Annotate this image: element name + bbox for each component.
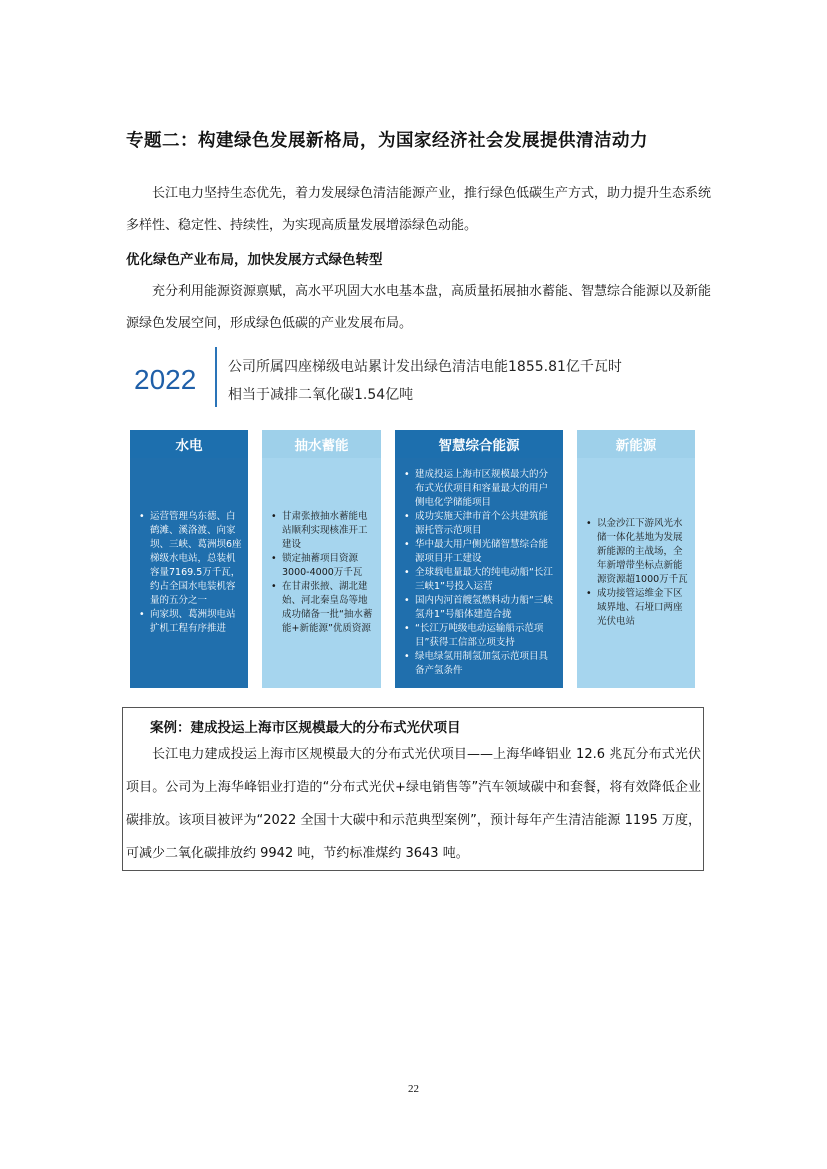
card-list [270, 510, 375, 636]
card-title: 抽水蓄能 [294, 438, 349, 454]
layout-paragraph [126, 276, 711, 340]
card-list [403, 468, 557, 678]
card-list [585, 517, 689, 629]
list-item: • 国内内河首艘氢燃料动力船“三峡氢舟1”号船体建造合拢 [415, 594, 557, 622]
card-title: 新能源 [615, 438, 657, 454]
list-item: • 华中最大用户侧光储智慧综合能源项目开工建设 [415, 538, 557, 566]
list-item: • 建成投运上海市区规模最大的分布式光伏项目和容量最大的用户侧电化学储能项目 [415, 468, 557, 510]
card-list [138, 510, 242, 636]
card-hydropower [130, 430, 248, 688]
card-smart-energy [395, 430, 563, 688]
card-body [130, 458, 248, 688]
card-pumped-storage [262, 430, 381, 688]
list-item: • 成功实施天津市首个公共建筑能源托管示范项目 [415, 510, 557, 538]
stat-divider [215, 347, 217, 407]
intro-paragraph [126, 178, 711, 242]
layout-text: 充分利用能源资源禀赋，高水平巩固大水电基本盘，高质量拓展抽水蓄能、智慧综合能源以及新能源绿色发展空间，形成绿色低碳的产业发展布局。 [126, 284, 712, 331]
card-title: 水电 [175, 438, 203, 454]
section-title: 专题二：构建绿色发展新格局，为国家经济社会发展提供清洁动力 [126, 131, 648, 151]
list-item: • 成功接管运维金下区域界地、石垭口两座光伏电站 [597, 587, 689, 629]
list-item: • 在甘肃张掖、湖北建始、河北秦皇岛等地成功储备一批“抽水蓄能+新能源”优质资源 [282, 580, 375, 636]
intro-text: 长江电力坚持生态优先，着力发展绿色清洁能源产业，推行绿色低碳生产方式，助力提升生态系统多样性、稳定性、持续性，为实现高质量发展增添绿色动能。 [126, 186, 712, 233]
page-number: 22 [408, 1083, 419, 1095]
card-new-energy [577, 430, 695, 688]
list-item: • “长江万吨级电动运输船示范项目”获得工信部立项支持 [415, 622, 557, 650]
card-body [395, 458, 563, 688]
list-item: • 锁定抽蓄项目资源3000-4000万千瓦 [282, 552, 375, 580]
card-body [262, 458, 381, 688]
card-body [577, 458, 695, 688]
case-text: 长江电力建成投运上海市区规模最大的分布式光伏项目——上海华峰铝业 12.6 兆瓦分布式光伏项目。公司为上海华峰铝业打造的“分布式光伏+绿电销售等”汽车领域碳中和套餐，将有效降低企业碳排放。该项目被评为“2022 全国十大碳中和示范典型案例”，预计每年产生清洁能源 1195 万度，可减少二氧化碳排放约 9942 吨，节约标准煤约 3643 吨。 [126, 747, 701, 861]
case-title: 案例：建成投运上海市区规模最大的分布式光伏项目 [150, 720, 461, 736]
stat-line-2: 相当于减排二氧化碳1.54亿吨 [228, 387, 414, 403]
card-title: 智慧综合能源 [438, 438, 520, 454]
list-item: • 绿电绿氢用制氢加氢示范项目具备产氢条件 [415, 650, 557, 678]
list-item: • 以金沙江下游风光水储一体化基地为发展新能源的主战场，全年新增带坐标点新能源资源超1000万千瓦 [597, 517, 689, 587]
list-item: • 甘肃张掖抽水蓄能电站顺利实现核准开工建设 [282, 510, 375, 552]
case-body [126, 738, 701, 870]
list-item: • 向家坝、葛洲坝电站扩机工程有序推进 [150, 608, 242, 636]
subheading: 优化绿色产业布局，加快发展方式绿色转型 [126, 252, 383, 268]
stat-year: 2022 [134, 364, 197, 395]
stat-line-1: 公司所属四座梯级电站累计发出绿色清洁电能1855.81亿千瓦时 [228, 359, 622, 375]
list-item: • 全球载电量最大的纯电动船“长江三峡1”号投入运营 [415, 566, 557, 594]
list-item: • 运营管理乌东德、白鹤滩、溪洛渡、向家坝、三峡、葛洲坝6座梯级水电站，总装机容量7169.5万千瓦，约占全国水电装机容量的五分之一 [150, 510, 242, 608]
